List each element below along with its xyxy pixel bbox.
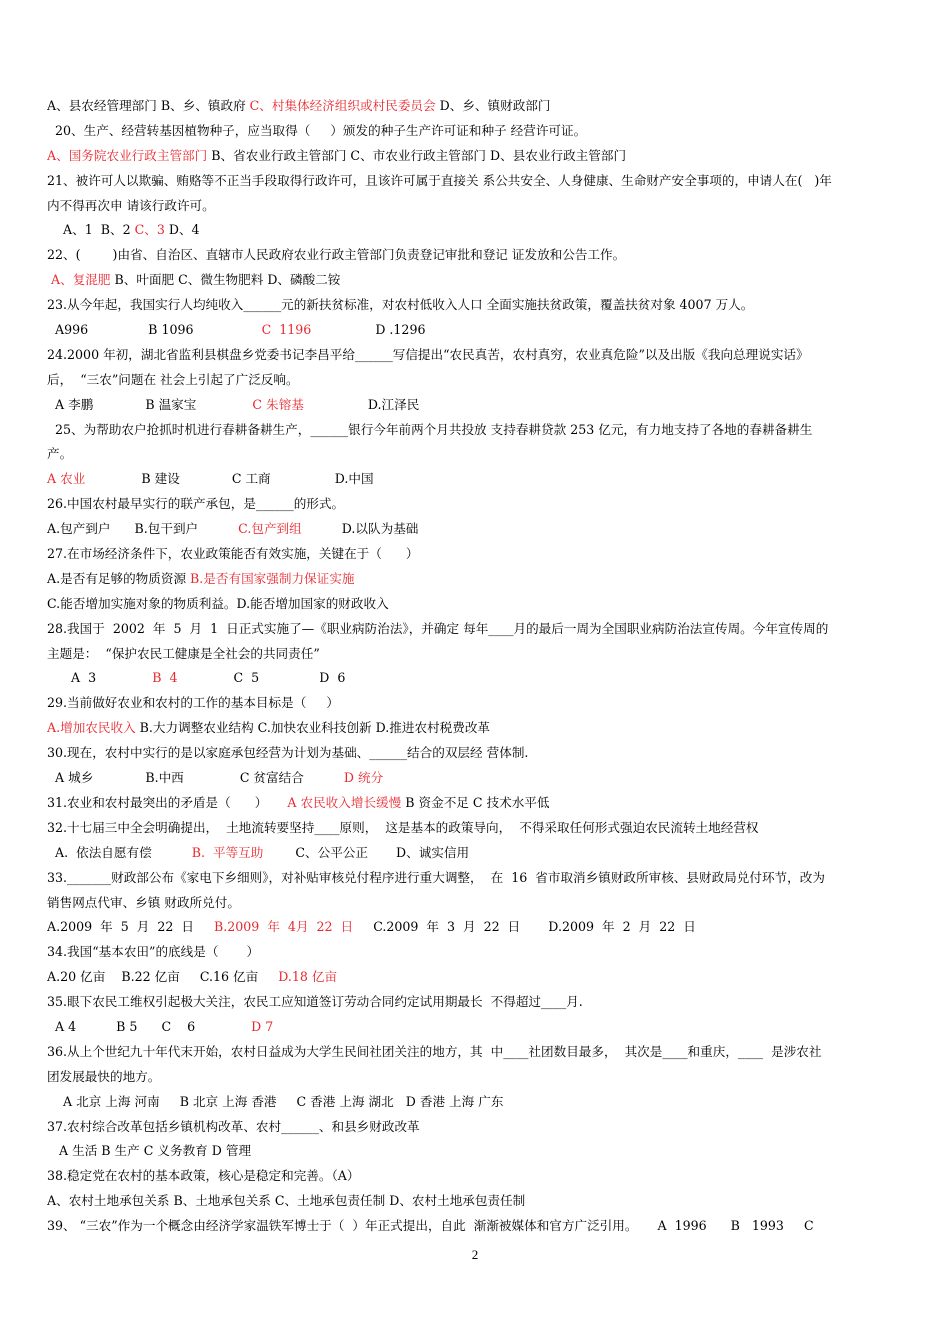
text-segment: 34.我国“基本农田”的底线是（ ）: [47, 944, 260, 960]
text-segment: B 资金不足 C 技术水平低: [401, 794, 550, 810]
text-line: [47, 891, 909, 916]
text-line: [47, 144, 909, 169]
text-line: [47, 169, 909, 194]
text-line: [47, 940, 909, 965]
text-line: [47, 1040, 909, 1065]
text-line: [47, 915, 909, 940]
text-segment: A996 B 1096: [47, 322, 262, 338]
text-segment: A.包产到户 B.包干到户: [47, 521, 239, 537]
answer-highlight: B.2009 年 4月 22 日: [214, 919, 354, 935]
text-line: [47, 467, 909, 492]
text-line: [47, 841, 909, 866]
text-line: [47, 492, 909, 517]
answer-highlight: D 7: [251, 1018, 274, 1034]
text-line: [47, 1164, 909, 1189]
answer-highlight: C 1196: [261, 322, 312, 338]
answer-highlight: A、复混肥: [51, 272, 111, 288]
text-line: [47, 1214, 909, 1239]
text-segment: 37.农村综合改革包括乡镇机构改革、农村______、和县乡财政改革: [47, 1118, 420, 1134]
answer-highlight: B.是否有国家强制力保证实施: [190, 570, 355, 586]
text-line: [47, 766, 909, 791]
text-segment: 28.我国于 2002 年 5 月 1 日正式实施了—《职业病防治法》，并确定 每年____月的最后一周为全国职业病防治法宣传周。今年宣传周的: [47, 620, 829, 636]
text-segment: A 李鹏 B 温家宝: [47, 396, 253, 412]
text-line: [47, 268, 909, 293]
text-segment: A 北京 上海 河南 B 北京 上海 香港 C 香港 上海 湖北 D 香港 上海 广东: [47, 1093, 504, 1109]
text-segment: 33._______财政部公布《家电下乡细则》，对补贴审核兑付程序进行重大调整， 在 16 省市取消乡镇财政所审核、县财政局兑付环节，改为: [47, 869, 825, 885]
text-line: [47, 816, 909, 841]
text-line: [47, 293, 909, 318]
text-segment: A.是否有足够的物质资源: [47, 570, 191, 586]
text-segment: A.2009 年 5 月 22 日: [47, 919, 215, 935]
text-segment: 29.当前做好农业和农村的工作的基本目标是（ ）: [47, 695, 339, 711]
text-segment: A 城乡 B.中西 C 贫富结合: [47, 770, 344, 786]
text-line: [47, 393, 909, 418]
text-segment: D.以队为基础: [301, 521, 419, 537]
text-segment: 销售网点代审、乡镇 财政所兑付。: [47, 894, 240, 910]
text-segment: A、农村土地承包关系 B、土地承包关系 C、土地承包责任制 D、农村土地承包责任制: [47, 1193, 526, 1209]
text-segment: 团发展最快的地方。: [47, 1068, 161, 1084]
text-segment: 主题是： “保护农民工健康是全社会的共同责任”: [47, 645, 320, 661]
text-segment: 36.从上个世纪九十年代末开始，农村日益成为大学生民间社团关注的地方，其 中____社团数目最多， 其次是____和重庆，____ 是涉农社: [47, 1043, 822, 1059]
text-line: [47, 1015, 909, 1040]
text-line: [47, 442, 909, 467]
text-segment: B.大力调整农业结构 C.加快农业科技创新 D.推进农村税费改革: [135, 720, 491, 736]
text-segment: A 4 B 5 C 6: [47, 1018, 252, 1034]
text-line: [47, 194, 909, 219]
text-line: [47, 567, 909, 592]
text-segment: D、乡、镇财政部门: [435, 98, 551, 113]
text-segment: 内不得再次申 请该行政许可。: [47, 197, 215, 213]
text-segment: D、4: [164, 222, 200, 238]
text-segment: 35.眼下农民工维权引起极大关注，农民工应知道签订劳动合同约定试用期最长 不得超过____月.: [47, 994, 583, 1010]
text-line: [47, 990, 909, 1015]
text-segment: A、县农经管理部门 B、乡、镇政府: [47, 98, 250, 113]
answer-highlight: A 农民收入增长缓慢: [287, 794, 402, 810]
text-line: [47, 617, 909, 642]
text-line: [47, 791, 909, 816]
text-segment: A 生活 B 生产 C 义务教育 D 管理: [47, 1143, 252, 1159]
text-line: [47, 1090, 909, 1115]
text-line: [47, 119, 909, 144]
text-segment: 26.中国农村最早实行的联产承包，是______的形式。: [47, 496, 345, 512]
text-line: [47, 94, 909, 119]
text-line: [47, 243, 909, 268]
text-line: [47, 741, 909, 766]
text-line: [47, 368, 909, 393]
text-line: [47, 1189, 909, 1214]
text-segment: 产。: [47, 446, 73, 462]
answer-highlight: A、国务院农业行政主管部门: [47, 147, 208, 163]
text-segment: B、省农业行政主管部门 C、市农业行政主管部门 D、县农业行政主管部门: [207, 147, 627, 163]
text-line: [47, 218, 909, 243]
answer-highlight: A 农业: [47, 471, 86, 487]
text-line: [47, 866, 909, 891]
answer-highlight: D.18 亿亩: [278, 969, 338, 985]
text-line: [47, 418, 909, 443]
text-segment: 39、 “三农”作为一个概念由经济学家温铁军博士于（ ）年正式提出，自此 渐渐被媒体和官方广泛引用。 A 1996 B 1993 C: [47, 1218, 814, 1234]
answer-highlight: B. 平等互助: [191, 844, 264, 860]
text-segment: C.2009 年 3 月 22 日 D.2009 年 2 月 22 日: [353, 919, 696, 935]
text-segment: 21、被许可人以欺骗、贿赂等不正当手段取得行政许可，且该许可属于直接关 系公共安全、人身健康、生命财产安全事项的，申请人在( )年: [47, 172, 832, 188]
text-segment: C、公平公正 D、诚实信用: [263, 844, 470, 860]
text-segment: A 3: [47, 670, 153, 686]
text-segment: 27.在市场经济条件下，农业政策能否有效实施，关键在于（ ）: [47, 546, 419, 562]
question-text-block: [47, 94, 909, 1239]
text-segment: 30.现在，农村中实行的是以家庭承包经营为计划为基础、______结合的双层经 营体制.: [47, 745, 529, 761]
text-line: [47, 1115, 909, 1140]
answer-highlight: C、村集体经济组织或村民委员会: [249, 98, 436, 113]
text-line: [47, 542, 909, 567]
text-line: [47, 343, 909, 368]
text-segment: C 5 D 6: [177, 670, 346, 686]
answer-highlight: C.包产到组: [238, 521, 302, 537]
answer-highlight: B 4: [152, 670, 178, 686]
text-line: [47, 642, 909, 667]
text-segment: 后， “三农”问题在 社会上引起了广泛反响。: [47, 371, 299, 387]
answer-highlight: C、3: [134, 222, 165, 238]
text-segment: B 建设 C 工商 D.中国: [85, 471, 374, 487]
text-segment: A.20 亿亩 B.22 亿亩 C.16 亿亩: [47, 969, 279, 985]
text-segment: C.能否增加实施对象的物质利益。D.能否增加国家的财政收入: [47, 595, 389, 611]
text-segment: 25、为帮助农户抢抓时机进行春耕备耕生产，______银行今年前两个月共投放 支持春耕贷款 253 亿元，有力地支持了各地的春耕备耕生: [47, 421, 813, 437]
answer-highlight: C 朱镕基: [252, 396, 304, 412]
text-segment: 22、( )由省、自治区、直辖市人民政府农业行政主管部门负责登记审批和登记 证发放和公告工作。: [47, 247, 626, 263]
answer-highlight: D 统分: [343, 770, 384, 786]
text-segment: 23.从今年起，我国实行人均纯收入______元的新扶贫标准，对农村低收入人口 全面实施扶贫政策，覆盖扶贫对象 4007 万人。: [47, 297, 754, 313]
text-segment: A、1 B、2: [47, 222, 135, 238]
text-line: [47, 716, 909, 741]
text-segment: D.江泽民: [303, 396, 420, 412]
text-segment: D .1296: [311, 322, 426, 338]
text-line: [47, 666, 909, 691]
text-line: [47, 965, 909, 990]
text-segment: 32.十七届三中全会明确提出， 土地流转要坚持____原则， 这是基本的政策导向， 不得采取任何形式强迫农民流转土地经营权: [47, 819, 759, 835]
text-segment: 20、生产、经营转基因植物种子，应当取得（ ）颁发的种子生产许可证和种子 经营许可证。: [47, 122, 587, 138]
text-line: [47, 691, 909, 716]
text-line: [47, 1139, 909, 1164]
text-line: [47, 517, 909, 542]
text-segment: 24.2000 年初，湖北省监利县棋盘乡党委书记李昌平给______写信提出“农民真苦，农村真穷，农业真危险”以及出版《我向总理说实话》: [47, 346, 809, 362]
text-segment: A. 依法自愿有偿: [47, 844, 192, 860]
text-segment: B、叶面肥 C、微生物肥料 D、磷酸二铵: [110, 272, 341, 288]
text-line: [47, 592, 909, 617]
text-segment: 31.农业和农村最突出的矛盾是（ ）: [47, 794, 288, 810]
page-number: 2: [471, 1247, 479, 1262]
text-line: [47, 1065, 909, 1090]
text-segment: 38.稳定党在农村的基本政策，核心是稳定和完善。（A）: [47, 1168, 360, 1184]
answer-highlight: A.增加农民收入: [47, 720, 136, 736]
text-line: [47, 318, 909, 343]
